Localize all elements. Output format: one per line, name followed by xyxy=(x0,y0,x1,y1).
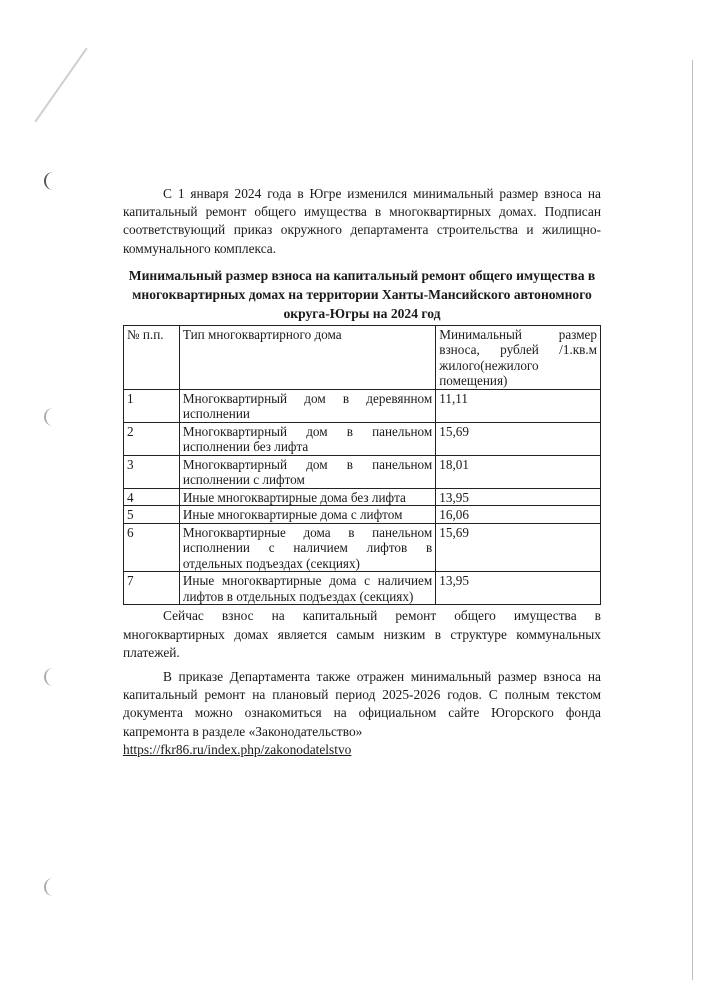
row-value: 13,95 xyxy=(436,488,601,506)
header-num: № п.п. xyxy=(124,325,180,389)
binding-mark xyxy=(44,878,56,896)
row-num: 7 xyxy=(124,572,180,605)
row-type: Многоквартирный дом в панельном исполнении с лифтом xyxy=(179,455,435,488)
row-num: 5 xyxy=(124,506,180,524)
fee-comparison-paragraph: Сейчас взнос на капитальный ремонт общего имущества в многоквартирных домах является самым низким в структуре коммунальных платежей. xyxy=(123,608,601,660)
row-value: 18,01 xyxy=(436,455,601,488)
row-type: Иные многоквартирные дома без лифта xyxy=(179,488,435,506)
page-edge xyxy=(692,60,693,980)
planning-paragraph: В приказе Департамента также отражен минимальный размер взноса на капитальный ремонт на плановый период 2025-2026 годов. С полным текстом документа можно ознакомиться на официальном сайте Югорского фонда капремонта в разделе «Законодательство» xyxy=(123,668,601,739)
binding-mark xyxy=(44,408,56,426)
binding-mark xyxy=(44,668,56,686)
row-value: 11,11 xyxy=(436,389,601,422)
legislation-link-text[interactable]: https://fkr86.ru/index.php/zakonodatelstvo xyxy=(123,741,352,757)
row-type: Многоквартирный дом в деревянном исполнении xyxy=(179,389,435,422)
row-num: 2 xyxy=(124,422,180,455)
table-title: Минимальный размер взноса на капитальный ремонт общего имущества в многоквартирных домах на территории Ханты-Мансийского автономного округа-Югры на 2024 год xyxy=(128,267,596,321)
row-value: 15,69 xyxy=(436,523,601,572)
binding-mark xyxy=(44,172,56,190)
row-type: Иные многоквартирные дома с лифтом xyxy=(179,506,435,524)
row-value: 15,69 xyxy=(436,422,601,455)
table-header-row xyxy=(124,325,601,389)
header-type: Тип многоквартирного дома xyxy=(179,325,435,389)
row-type: Многоквартирный дом в панельном исполнении без лифта xyxy=(179,422,435,455)
legislation-link[interactable] xyxy=(123,741,601,759)
table-row xyxy=(124,455,601,488)
table-row xyxy=(124,523,601,572)
row-num: 1 xyxy=(124,389,180,422)
row-num: 6 xyxy=(124,523,180,572)
row-type: Иные многоквартирные дома с наличием лифтов в отдельных подъездах (секциях) xyxy=(179,572,435,605)
intro-paragraph: С 1 января 2024 года в Югре изменился минимальный размер взноса на капитальный ремонт общего имущества в многоквартирных домах. Подписан соответствующий приказ окружного департамента строительства и жилищно-коммунального комплекса. xyxy=(123,186,601,256)
document-body xyxy=(123,185,601,759)
fee-table xyxy=(123,325,601,606)
table-row xyxy=(124,488,601,506)
table-row xyxy=(124,389,601,422)
table-row xyxy=(124,506,601,524)
row-value: 13,95 xyxy=(436,572,601,605)
row-num: 4 xyxy=(124,488,180,506)
header-fee: Минимальный размер взноса, рублей /1.кв.м жилого(нежилого помещения) xyxy=(436,325,601,389)
table-row xyxy=(124,422,601,455)
row-type: Многоквартирные дома в панельном исполнении с наличием лифтов в отдельных подъездах (секциях) xyxy=(179,523,435,572)
table-row xyxy=(124,572,601,605)
row-value: 16,06 xyxy=(436,506,601,524)
scan-artifact-line xyxy=(34,48,87,123)
row-num: 3 xyxy=(124,455,180,488)
